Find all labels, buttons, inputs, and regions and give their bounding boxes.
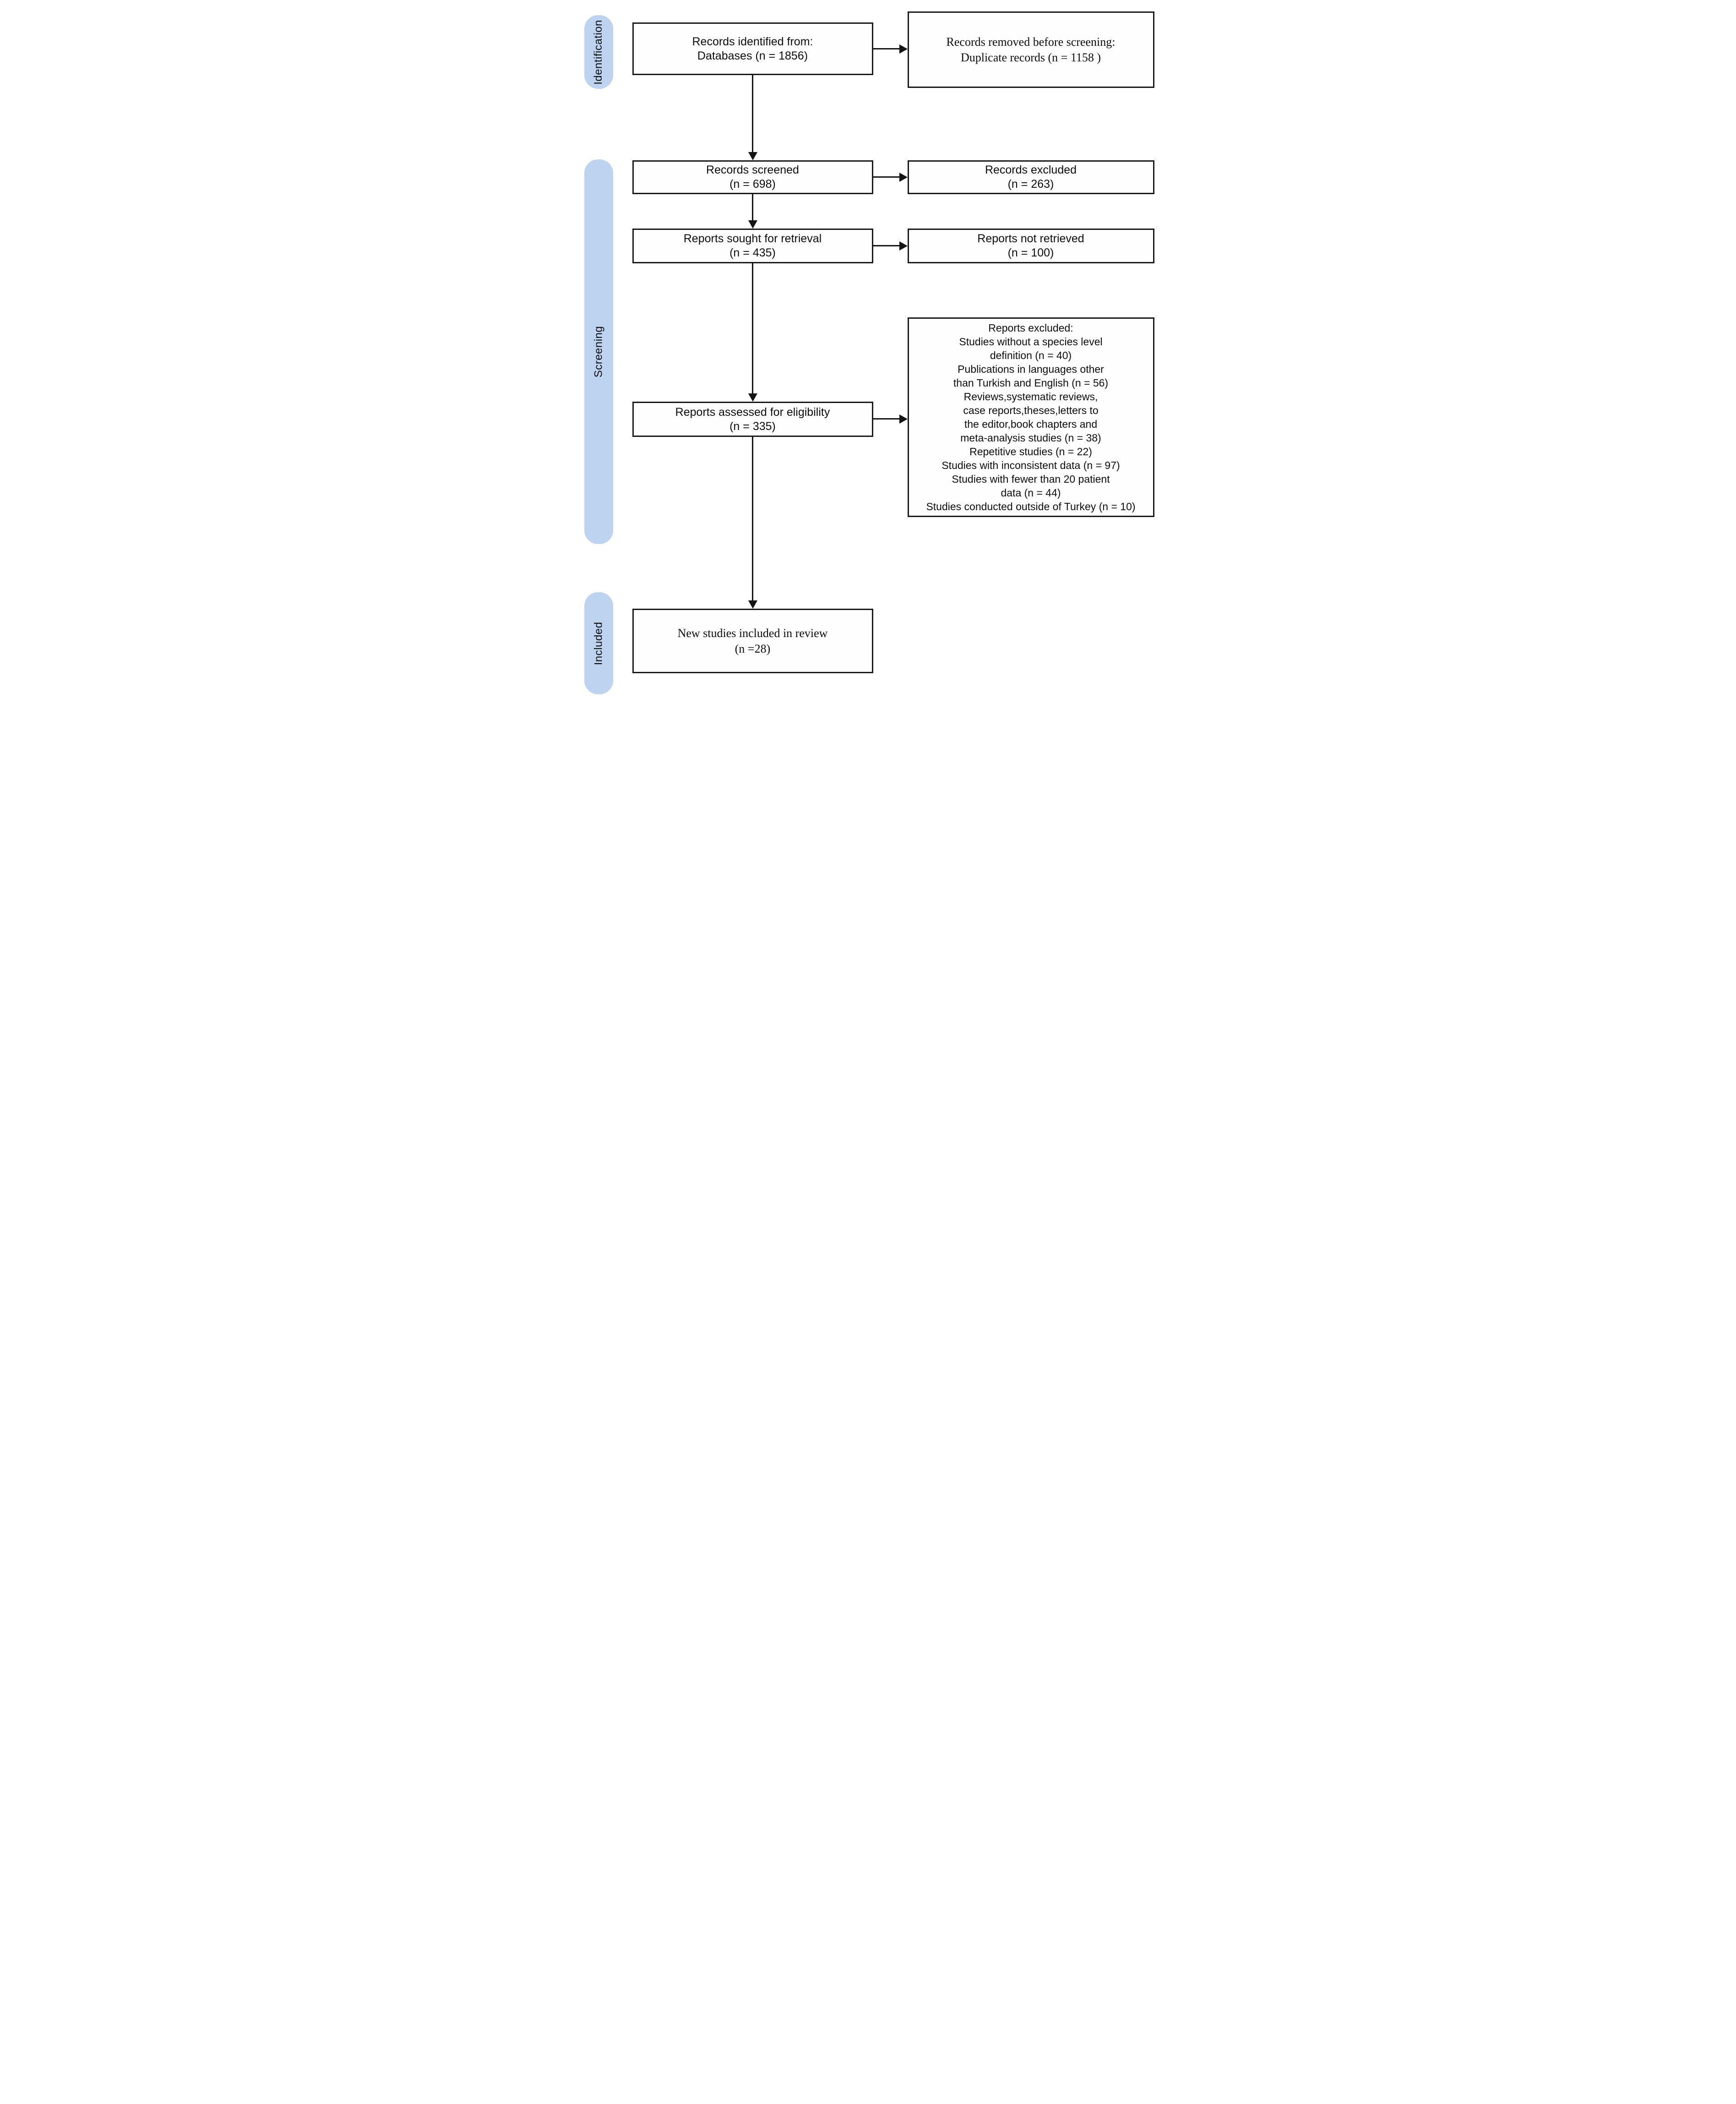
- arrow-line-screened-to-excluded: [873, 176, 899, 178]
- box-reports-sought: [632, 229, 873, 263]
- box-records-identified: [632, 22, 873, 75]
- box-records-excluded: [908, 160, 1154, 194]
- box-line: Studies with inconsistent data (n = 97): [941, 459, 1120, 471]
- arrow-line-screened-to-sought: [752, 194, 753, 221]
- stage-label-identification: Identification: [592, 19, 605, 85]
- box-line: (n = 698): [729, 178, 776, 191]
- box-line: data (n = 44): [1001, 487, 1061, 499]
- box-line: Repetitive studies (n = 22): [969, 446, 1092, 458]
- box-line: (n = 335): [729, 420, 776, 433]
- arrowhead-sought-to-not-retrieved: [899, 241, 908, 251]
- box-line: than Turkish and English (n = 56): [953, 377, 1109, 389]
- arrowhead-sought-to-assessed: [748, 393, 757, 402]
- box-line: Records identified from:: [692, 35, 813, 48]
- box-line: Studies with fewer than 20 patient: [952, 473, 1110, 485]
- arrow-line-identified-to-screened: [752, 75, 753, 153]
- box-line: New studies included in review: [677, 626, 828, 640]
- box-records-removed: [908, 11, 1154, 88]
- prisma-flow-diagram: [579, 0, 1158, 701]
- arrow-line-assessed-to-included: [752, 437, 753, 601]
- box-line: Databases (n = 1856): [697, 49, 808, 62]
- arrowhead-assessed-to-excluded-reasons: [899, 414, 908, 424]
- stage-pill-included: [584, 592, 613, 694]
- arrowhead-assessed-to-included: [748, 600, 757, 609]
- box-line: Records excluded: [985, 164, 1077, 176]
- box-line: Reports sought for retrieval: [683, 232, 822, 245]
- arrowhead-screened-to-excluded: [899, 173, 908, 182]
- box-line: (n = 263): [1007, 178, 1054, 191]
- stage-pill-identification: [584, 15, 613, 89]
- arrowhead-identified-to-removed: [899, 44, 908, 54]
- box-line: Reviews,systematic reviews,: [963, 391, 1098, 403]
- stage-pill-screening: [584, 159, 613, 544]
- stage-label-included: Included: [592, 621, 604, 665]
- arrowhead-screened-to-sought: [748, 220, 757, 229]
- box-reports-not-retrieved: [908, 229, 1154, 263]
- box-line: meta-analysis studies (n = 38): [960, 432, 1101, 444]
- arrow-line-assessed-to-excluded-reasons: [873, 418, 899, 420]
- box-line: Reports assessed for eligibility: [675, 405, 830, 419]
- box-line: (n = 435): [729, 246, 776, 259]
- arrow-line-identified-to-removed: [873, 48, 899, 49]
- arrow-line-sought-to-not-retrieved: [873, 245, 899, 246]
- box-line: Studies conducted outside of Turkey (n = 10): [926, 501, 1136, 512]
- box-line: Reports excluded:: [988, 322, 1073, 334]
- box-line: Records removed before screening:: [946, 35, 1116, 49]
- arrow-line-sought-to-assessed: [752, 263, 753, 394]
- box-reports-assessed: [632, 402, 873, 437]
- stage-label-screening: Screening: [592, 326, 605, 378]
- box-line: (n =28): [735, 642, 771, 655]
- arrowhead-identified-to-screened: [748, 152, 757, 160]
- box-line: (n = 100): [1007, 246, 1054, 259]
- box-line: definition (n = 40): [990, 349, 1072, 361]
- box-line: the editor,book chapters and: [964, 418, 1098, 430]
- box-new-studies-included: [632, 609, 873, 673]
- box-line: Records screened: [706, 164, 799, 176]
- box-reports-excluded-reasons: [908, 317, 1154, 517]
- box-line: Reports not retrieved: [977, 232, 1084, 245]
- box-line: case reports,theses,letters to: [963, 404, 1099, 416]
- box-records-screened: [632, 160, 873, 194]
- box-line: Duplicate records (n = 1158 ): [960, 50, 1101, 64]
- box-line: Publications in languages other: [958, 363, 1104, 375]
- box-line: Studies without a species level: [959, 336, 1103, 348]
